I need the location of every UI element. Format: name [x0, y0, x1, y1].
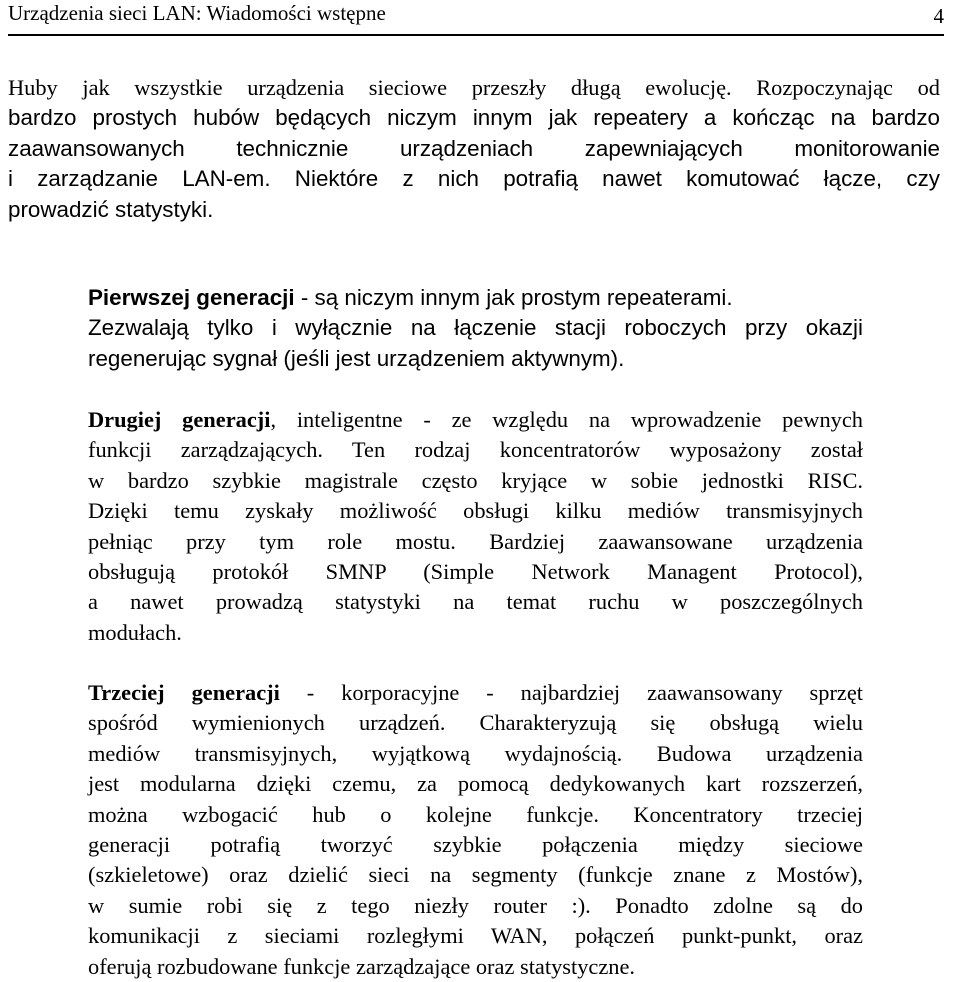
gen2-first-line	[88, 405, 863, 435]
gen3-line: oferują rozbudowane funkcje zarządzające oraz statystyczne.	[88, 953, 636, 979]
gen2-first-line-text: , inteligentne - ze względu na wprowadzenie pewnych	[270, 407, 863, 432]
gen3-paragraph	[88, 678, 863, 982]
gen3-line: w sumie robi się z tego niezły router :). Ponadto zdolne są do	[88, 892, 863, 918]
gen1-first-line-text: - są niczym innym jak prostym repeaterami.	[294, 285, 733, 310]
gen2-line: funkcji zarządzających. Ten rodzaj koncentratorów wyposażony został	[88, 437, 863, 463]
intro-line: i zarządzanie LAN-em. Niektóre z nich potrafią nawet komutować łącze, czy	[8, 166, 940, 192]
intro-paragraph	[8, 73, 940, 225]
gen2-heading: Drugiej generacji	[88, 407, 271, 432]
gen3-line: mediów transmisyjnych, wyjątkową wydajnością. Budowa urządzenia	[88, 740, 863, 766]
gen2-paragraph	[88, 405, 863, 648]
gen1-heading: Pierwszej generacji	[88, 285, 295, 310]
gen3-first-line-text: - korporacyjne - najbardziej zaawansowany sprzęt	[279, 680, 863, 705]
page-header	[8, 0, 944, 36]
gen2-line: pełniąc przy tym role mostu. Bardziej zaawansowane urządzenia	[88, 528, 863, 554]
gen2-line: modułach.	[88, 619, 182, 645]
gen3-line: generacji potrafią tworzyć szybkie połączenia między sieciowe	[88, 832, 863, 858]
gen1-line: Zezwalają tylko i wyłącznie na łączenie stacji roboczych przy okazji	[88, 315, 863, 341]
gen3-heading: Trzeciej generacji	[88, 680, 280, 705]
gen1-first-line	[88, 283, 863, 313]
intro-line: prowadzić statystyki.	[8, 196, 214, 222]
gen1-paragraph	[88, 283, 863, 374]
intro-line: zaawansowanych technicznie urządzeniach zapewniających monitorowanie	[8, 135, 940, 161]
gen3-line: (szkieletowe) oraz dzielić sieci na segmenty (funkcje znane z Mostów),	[88, 862, 863, 888]
gen3-line: można wzbogacić hub o kolejne funkcje. Koncentratory trzeciej	[88, 801, 863, 827]
gen2-line: a nawet prowadzą statystyki na temat ruchu w poszczególnych	[88, 589, 863, 615]
header-title: Urządzenia sieci LAN: Wiadomości wstępne	[8, 1, 386, 25]
gen2-line: w bardzo szybkie magistrale często kryjące w sobie jednostki RISC.	[88, 467, 863, 493]
gen3-line: spośród wymienionych urządzeń. Charakteryzują się obsługą wielu	[88, 710, 863, 736]
gen3-line: jest modularna dzięki czemu, za pomocą dedykowanych kart rozszerzeń,	[88, 771, 863, 797]
gen3-line: komunikacji z sieciami rozległymi WAN, połączeń punkt-punkt, oraz	[88, 923, 863, 949]
intro-line: Huby jak wszystkie urządzenia sieciowe przeszły długą ewolucję. Rozpoczynając od	[8, 75, 940, 100]
gen1-line: regenerując sygnał (jeśli jest urządzeniem aktywnym).	[88, 345, 625, 371]
intro-line: bardzo prostych hubów będących niczym innym jak repeatery a kończąc na bardzo	[8, 105, 940, 131]
gen3-first-line	[88, 678, 863, 708]
page-number: 4	[933, 4, 944, 28]
gen2-line: obsługują protokół SMNP (Simple Network Managent Protocol),	[88, 559, 863, 585]
gen2-line: Dzięki temu zyskały możliwość obsługi kilku mediów transmisyjnych	[88, 498, 863, 524]
